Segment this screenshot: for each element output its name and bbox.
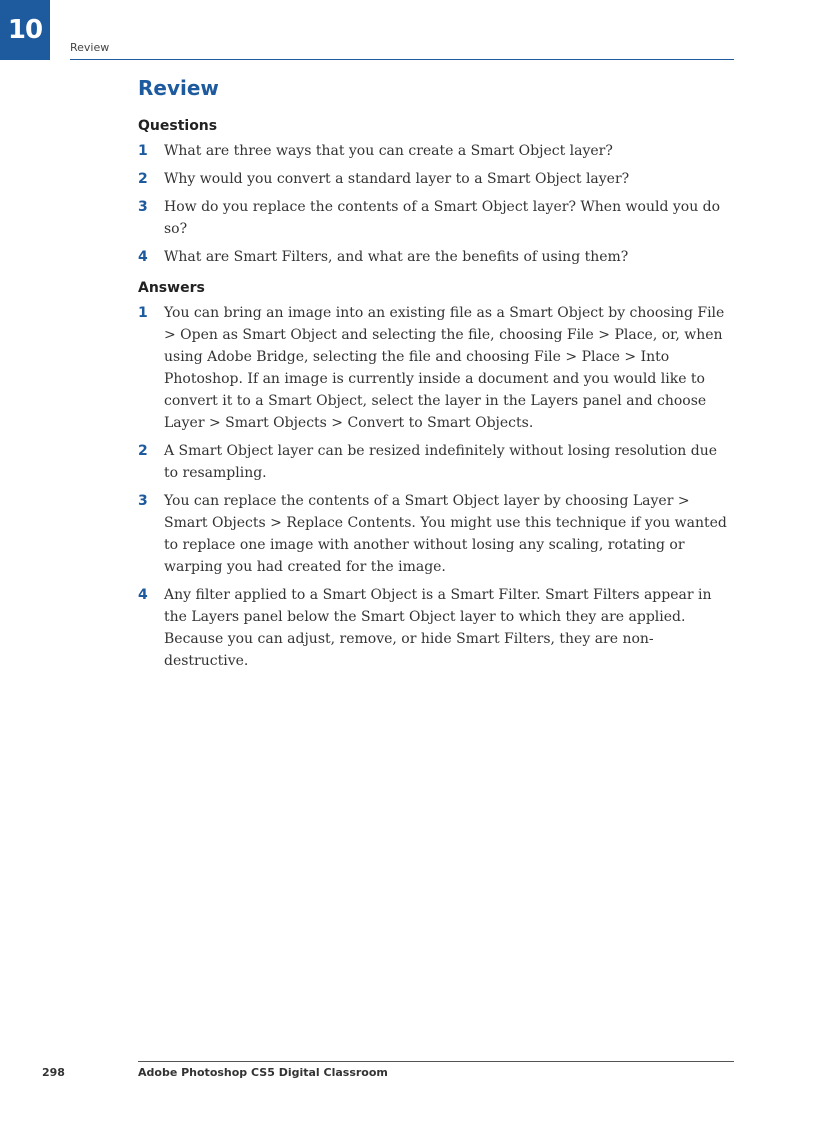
answer-item [138, 584, 734, 672]
question-number: 2 [138, 171, 148, 187]
answer-text: You can bring an image into an existing file as a Smart Object by choosing File > Open as Smart Object and selecting the file, choosing File > Place, or, when using Adobe Bridge, selecting the file and choosing File > Place > Into Photoshop. If an image is currently inside a document and you would like to convert it to a Smart Object, select the layer in the Layers panel and choose Layer > Smart Objects > Convert to Smart Objects. [164, 305, 725, 431]
answer-item [138, 440, 734, 484]
question-item [138, 246, 734, 268]
answer-text: You can replace the contents of a Smart Object layer by choosing Layer > Smart Objects > Replace Contents. You might use this technique if you wanted to replace one image with another without losing any scaling, rotating or warping you had created for the image. [164, 493, 727, 575]
question-text: How do you replace the contents of a Smart Object layer? When would you do so? [164, 199, 721, 237]
running-head: Review [70, 41, 110, 54]
question-text: Why would you convert a standard layer to a Smart Object layer? [164, 171, 630, 187]
question-text: What are three ways that you can create a Smart Object layer? [164, 143, 613, 159]
questions-list [138, 140, 734, 268]
question-item [138, 140, 734, 162]
question-text: What are Smart Filters, and what are the benefits of using them? [164, 249, 629, 265]
question-number: 3 [138, 199, 148, 215]
question-number: 1 [138, 143, 148, 159]
header-divider [70, 59, 734, 60]
answer-item [138, 490, 734, 578]
answer-item [138, 302, 734, 434]
answers-list [138, 302, 734, 672]
question-item [138, 196, 734, 240]
page-content [138, 74, 734, 678]
answer-text: A Smart Object layer can be resized indefinitely without losing resolution due to resampling. [164, 443, 718, 481]
answer-number: 3 [138, 493, 148, 509]
answer-number: 1 [138, 305, 148, 321]
answer-number: 2 [138, 443, 148, 459]
page-title: Review [138, 76, 219, 100]
questions-heading: Questions [138, 118, 218, 134]
footer-book-title: Adobe Photoshop CS5 Digital Classroom [138, 1066, 388, 1079]
question-item [138, 168, 734, 190]
page-number: 298 [42, 1066, 65, 1079]
answer-text: Any filter applied to a Smart Object is a Smart Filter. Smart Filters appear in the Layers panel below the Smart Object layer to which they are applied. Because you can adjust, remove, or hide Smart Filters, they are non-destructive. [164, 587, 712, 669]
chapter-number-badge: 10 [0, 0, 50, 60]
answers-heading: Answers [138, 280, 205, 296]
footer-divider [138, 1061, 734, 1062]
question-number: 4 [138, 249, 148, 265]
answer-number: 4 [138, 587, 148, 603]
